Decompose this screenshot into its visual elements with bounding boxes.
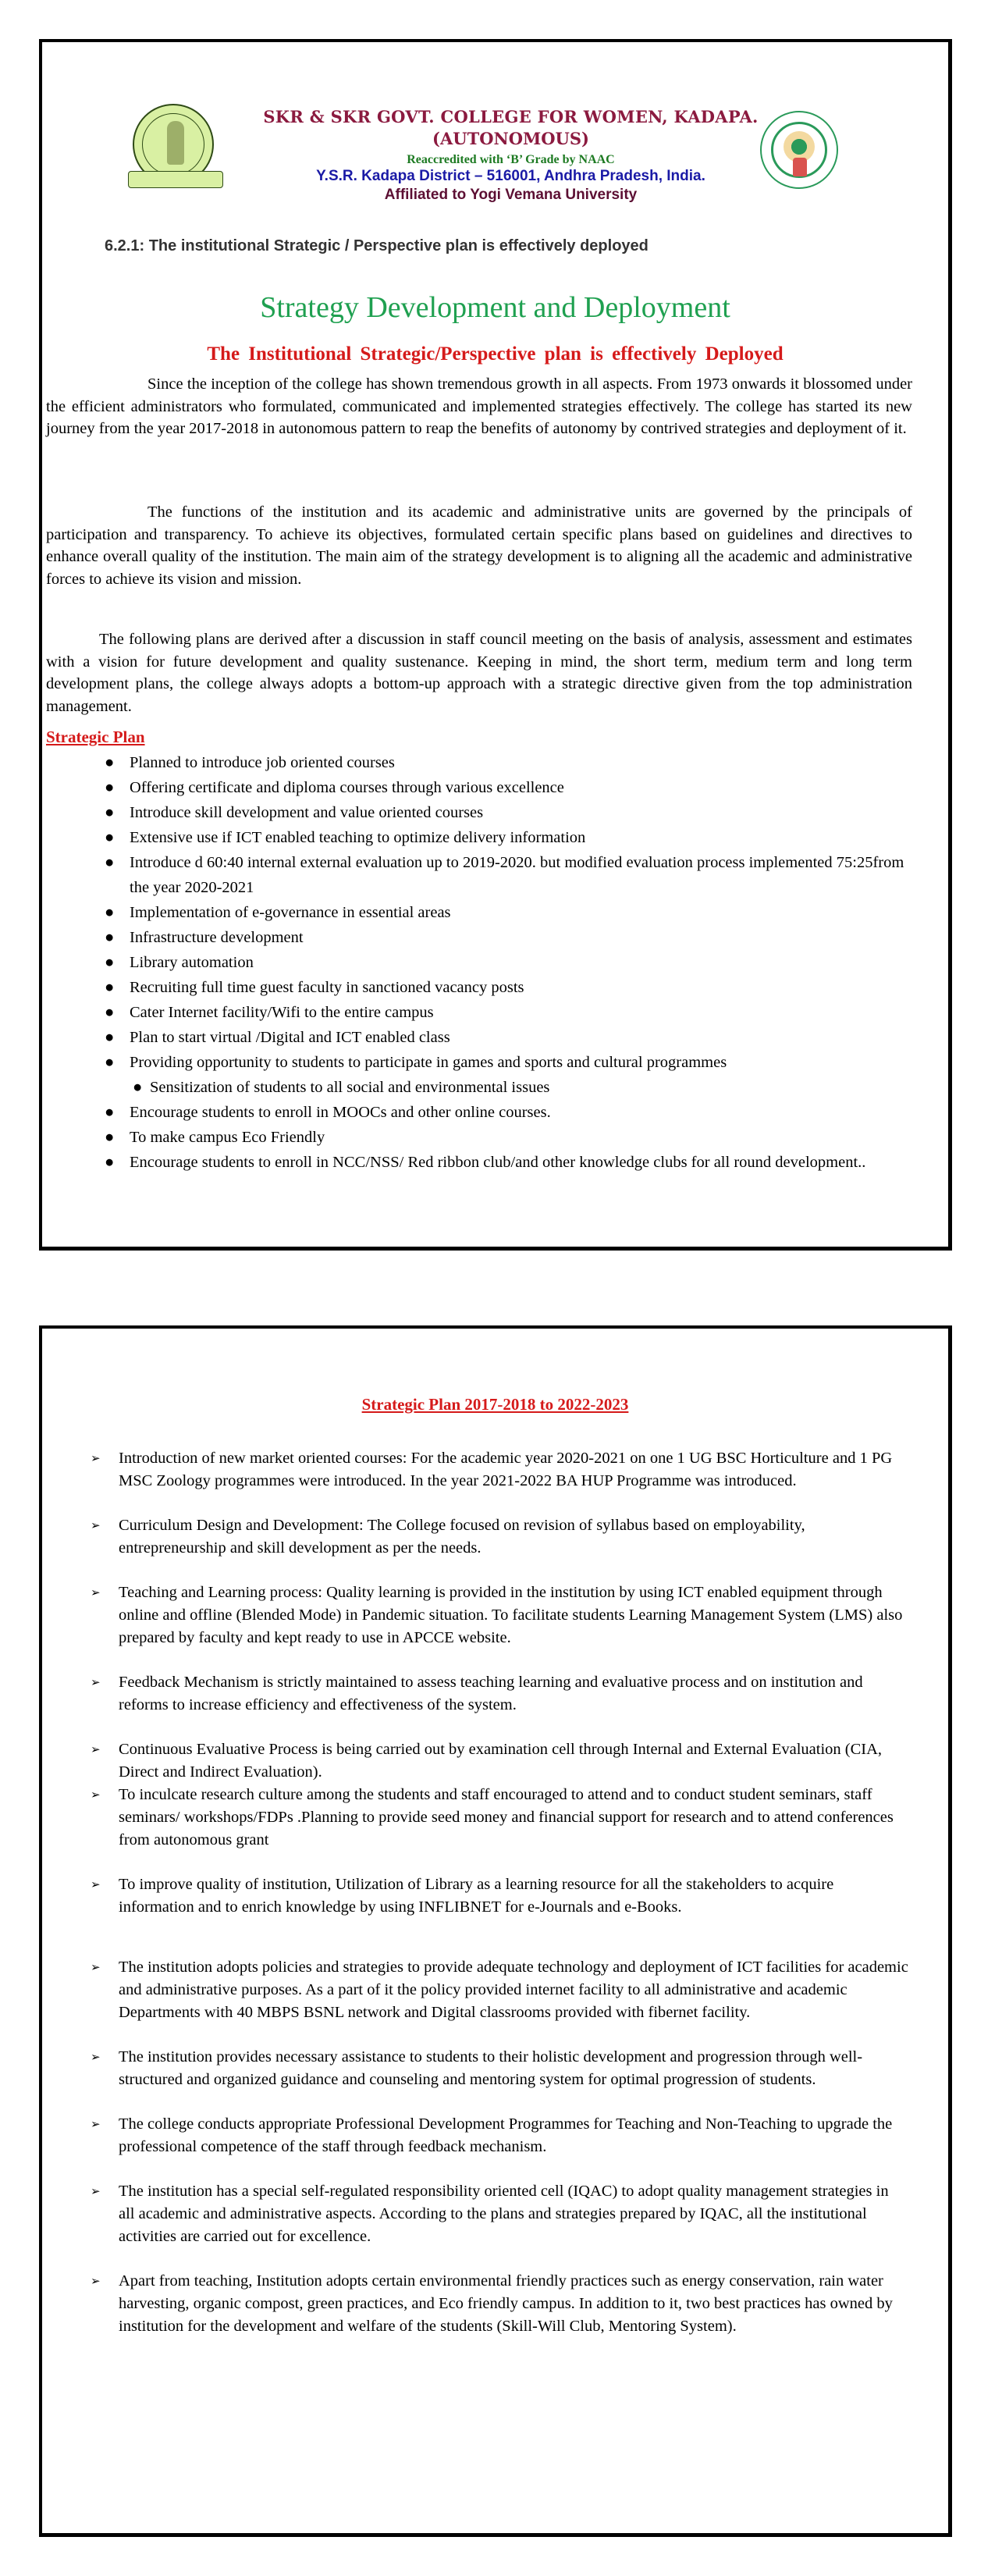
bullet-icon: ● (105, 1104, 115, 1121)
list-item: ➢ Curriculum Design and Development: The College focused on revision of syllabus based on employability, entrepreneurship and skill development as per the needs. (42, 1514, 908, 1560)
list-item: ➢ The institution has a special self-regulated responsibility oriented cell (IQAC) to adopt quality management strategies in all academic and administrative aspects. According to the plans and strategies prepared by IQAC, all the institutional activities are carried out for excellence. (42, 2180, 908, 2248)
list-item: ● Implementation of e-governance in essential areas (42, 900, 916, 925)
bullet-icon: ● (105, 779, 115, 796)
list-item: ➢ The institution adopts policies and strategies to provide adequate technology and deployment of ICT facilities for academic and administrative purposes. As a part of it the policy provided internet facility to all administrative and academic Departments with 40 MBPS BSNL network and Digital classrooms provided with fibernet facility. (42, 1956, 908, 2024)
list-item: ● Introduce skill development and value oriented courses (42, 800, 916, 825)
accreditation-line: Reaccredited with ‘B’ Grade by NAAC (407, 153, 615, 166)
intro-paragraph-2: The functions of the institution and its academic and administrative units are governed by the principals of participation and transparency. To achieve its objectives, formulated certain specific plans based on guidelines and directives to enhance overall quality of the institution. The main aim of the strategy development is to aligning all the academic and administrative forces to achieve its vision and mission. (46, 503, 912, 588)
strategic-plan-heading: Strategic Plan (46, 728, 145, 746)
list-item: ● Extensive use if ICT enabled teaching to optimize delivery information (42, 825, 916, 850)
bullet-icon: ● (105, 829, 115, 846)
page-title: Strategy Development and Deployment (260, 291, 730, 324)
list-item: ● Encourage students to enroll in MOOCs and other online courses. (42, 1100, 916, 1125)
list-item: ● Library automation (42, 950, 916, 975)
arrow-bullet-icon: ➢ (91, 1877, 101, 1891)
list-item: ● Introduce d 60:40 internal external evaluation up to 2019-2020. but modified evaluation process implemented 75:25from the year 2020-2021 (42, 850, 916, 900)
arrow-bullet-icon: ➢ (91, 1742, 101, 1756)
list-item: ● Offering certificate and diploma courses through various excellence (42, 775, 916, 800)
criterion-heading: 6.2.1: The institutional Strategic / Perspective plan is effectively deployed (105, 237, 649, 254)
document-page-2 (39, 1325, 952, 2537)
document-page-1 (39, 39, 952, 1251)
autonomous-label: (AUTONOMOUS) (432, 129, 589, 148)
college-name: SKR & SKR GOVT. COLLEGE FOR WOMEN, KADAPA. (263, 107, 759, 126)
intro-paragraph-3: The following plans are derived after a discussion in staff council meeting on the basis of analysis, assessment and estimates with a vision for future development and quality sustenance. Keeping in mind, the short term, medium term and long term development plans, the college always adopts a bottom-up approach with a strategic directive given from the top administration management. (46, 631, 912, 715)
page-subtitle: The Institutional Strategic/Perspective plan is effectively Deployed (207, 343, 784, 365)
list-item-nested: ● Sensitization of students to all social and environmental issues (42, 1075, 916, 1100)
list-item: ➢ The college conducts appropriate Professional Development Programmes for Teaching and Non-Teaching to upgrade the professional competence of the staff through feedback mechanism. (42, 2113, 908, 2158)
bullet-icon: ● (105, 979, 115, 996)
bullet-icon: ● (105, 804, 115, 821)
arrow-bullet-icon: ➢ (91, 2117, 101, 2131)
bullet-icon: ● (105, 904, 115, 921)
affiliation-line: Affiliated to Yogi Vemana University (384, 187, 638, 203)
bullet-icon: ● (105, 1029, 115, 1046)
bullet-icon: ● (133, 1079, 143, 1096)
bullet-icon: ● (105, 929, 115, 946)
list-item: ➢ Teaching and Learning process: Quality learning is provided in the institution by using ICT enabled equipment through online and offline (Blended Mode) in Pandemic situation. To facilitate students Learning Management System (LMS) also prepared by faculty and kept ready to use in APCCE website. (42, 1582, 908, 1649)
arrow-bullet-icon: ➢ (91, 2050, 101, 2064)
list-item: ● To make campus Eco Friendly (42, 1125, 916, 1150)
bullet-icon: ● (105, 754, 115, 771)
bullet-icon: ● (105, 1054, 115, 1071)
list-item: ● Encourage students to enroll in NCC/NSS/ Red ribbon club/and other knowledge clubs for all round development.. (42, 1150, 916, 1175)
list-item: ➢ Apart from teaching, Institution adopts certain environmental friendly practices such as energy conservation, rain water harvesting, organic compost, green practices, and Eco friendly campus. In addition to it, two best practices has owned by institution for the development and welfare of the students (Skill-Will Club, Mentoring System). (42, 2270, 908, 2338)
list-item: ➢ Introduction of new market oriented courses: For the academic year 2020-2021 on one 1 UG BSC Horticulture and 1 PG MSC Zoology programmes were introduced. In the year 2021-2022 BA HUP Programme was introduced. (42, 1447, 908, 1493)
bullet-icon: ● (105, 854, 115, 871)
arrow-bullet-icon: ➢ (91, 1960, 101, 1974)
arrow-bullet-icon: ➢ (91, 1788, 101, 1802)
bullet-icon: ● (105, 1129, 115, 1146)
arrow-bullet-icon: ➢ (91, 2274, 101, 2288)
list-item: ➢ Continuous Evaluative Process is being carried out by examination cell through Internal and External Evaluation (CIA, Direct and Indirect Evaluation). (42, 1738, 908, 1784)
bullet-icon: ● (105, 1154, 115, 1171)
address-line: Y.S.R. Kadapa District – 516001, Andhra Pradesh, India. (316, 168, 705, 184)
bullet-icon: ● (105, 954, 115, 971)
strategic-plan-list (42, 750, 916, 1175)
list-item: ● Plan to start virtual /Digital and ICT enabled class (42, 1025, 916, 1050)
list-item: ➢ To inculcate research culture among the students and staff encouraged to attend and to conduct student seminars, staff seminars/ workshops/FDPs .Planning to provide seed money and financial support for research and to attend conferences from autonomous grant (42, 1784, 908, 1852)
arrow-bullet-icon: ➢ (91, 1585, 101, 1599)
list-item: ➢ To improve quality of institution, Utilization of Library as a learning resource for all the stakeholders to acquire information and to enrich knowledge by using INFLIBNET for e-Journals and e-Books. (42, 1873, 908, 1919)
intro-paragraph-1: Since the inception of the college has shown tremendous growth in all aspects. From 1973 onwards it blossomed under the efficient administrators who formulated, communicated and implemented strategies effectively. The college has started its new journey from the year 2017-2018 in autonomous pattern to reap the benefits of autonomy by contrived strategies and deployment of it. (46, 375, 912, 437)
list-item: ● Planned to introduce job oriented courses (42, 750, 916, 775)
arrow-bullet-icon: ➢ (91, 1518, 101, 1532)
arrow-bullet-icon: ➢ (91, 1451, 101, 1465)
list-item: ● Cater Internet facility/Wifi to the entire campus (42, 1000, 916, 1025)
arrow-bullet-icon: ➢ (91, 1675, 101, 1689)
list-item: ● Providing opportunity to students to participate in games and sports and cultural programmes (42, 1050, 916, 1075)
list-item: ● Infrastructure development (42, 925, 916, 950)
strategic-plan-period-heading: Strategic Plan 2017-2018 to 2022-2023 (361, 1395, 629, 1414)
list-item: ● Recruiting full time guest faculty in sanctioned vacancy posts (42, 975, 916, 1000)
bullet-icon: ● (105, 1004, 115, 1021)
arrow-bullet-icon: ➢ (91, 2184, 101, 2198)
strategic-plan-period-list (42, 1447, 908, 2338)
list-item: ➢ Feedback Mechanism is strictly maintained to assess teaching learning and evaluative process and on institution and reforms to increase efficiency and effectiveness of the system. (42, 1671, 908, 1717)
list-item: ➢ The institution provides necessary assistance to students to their holistic development and progression through well-structured and organized guidance and counseling and mentoring system for optimal progression of students. (42, 2046, 908, 2091)
